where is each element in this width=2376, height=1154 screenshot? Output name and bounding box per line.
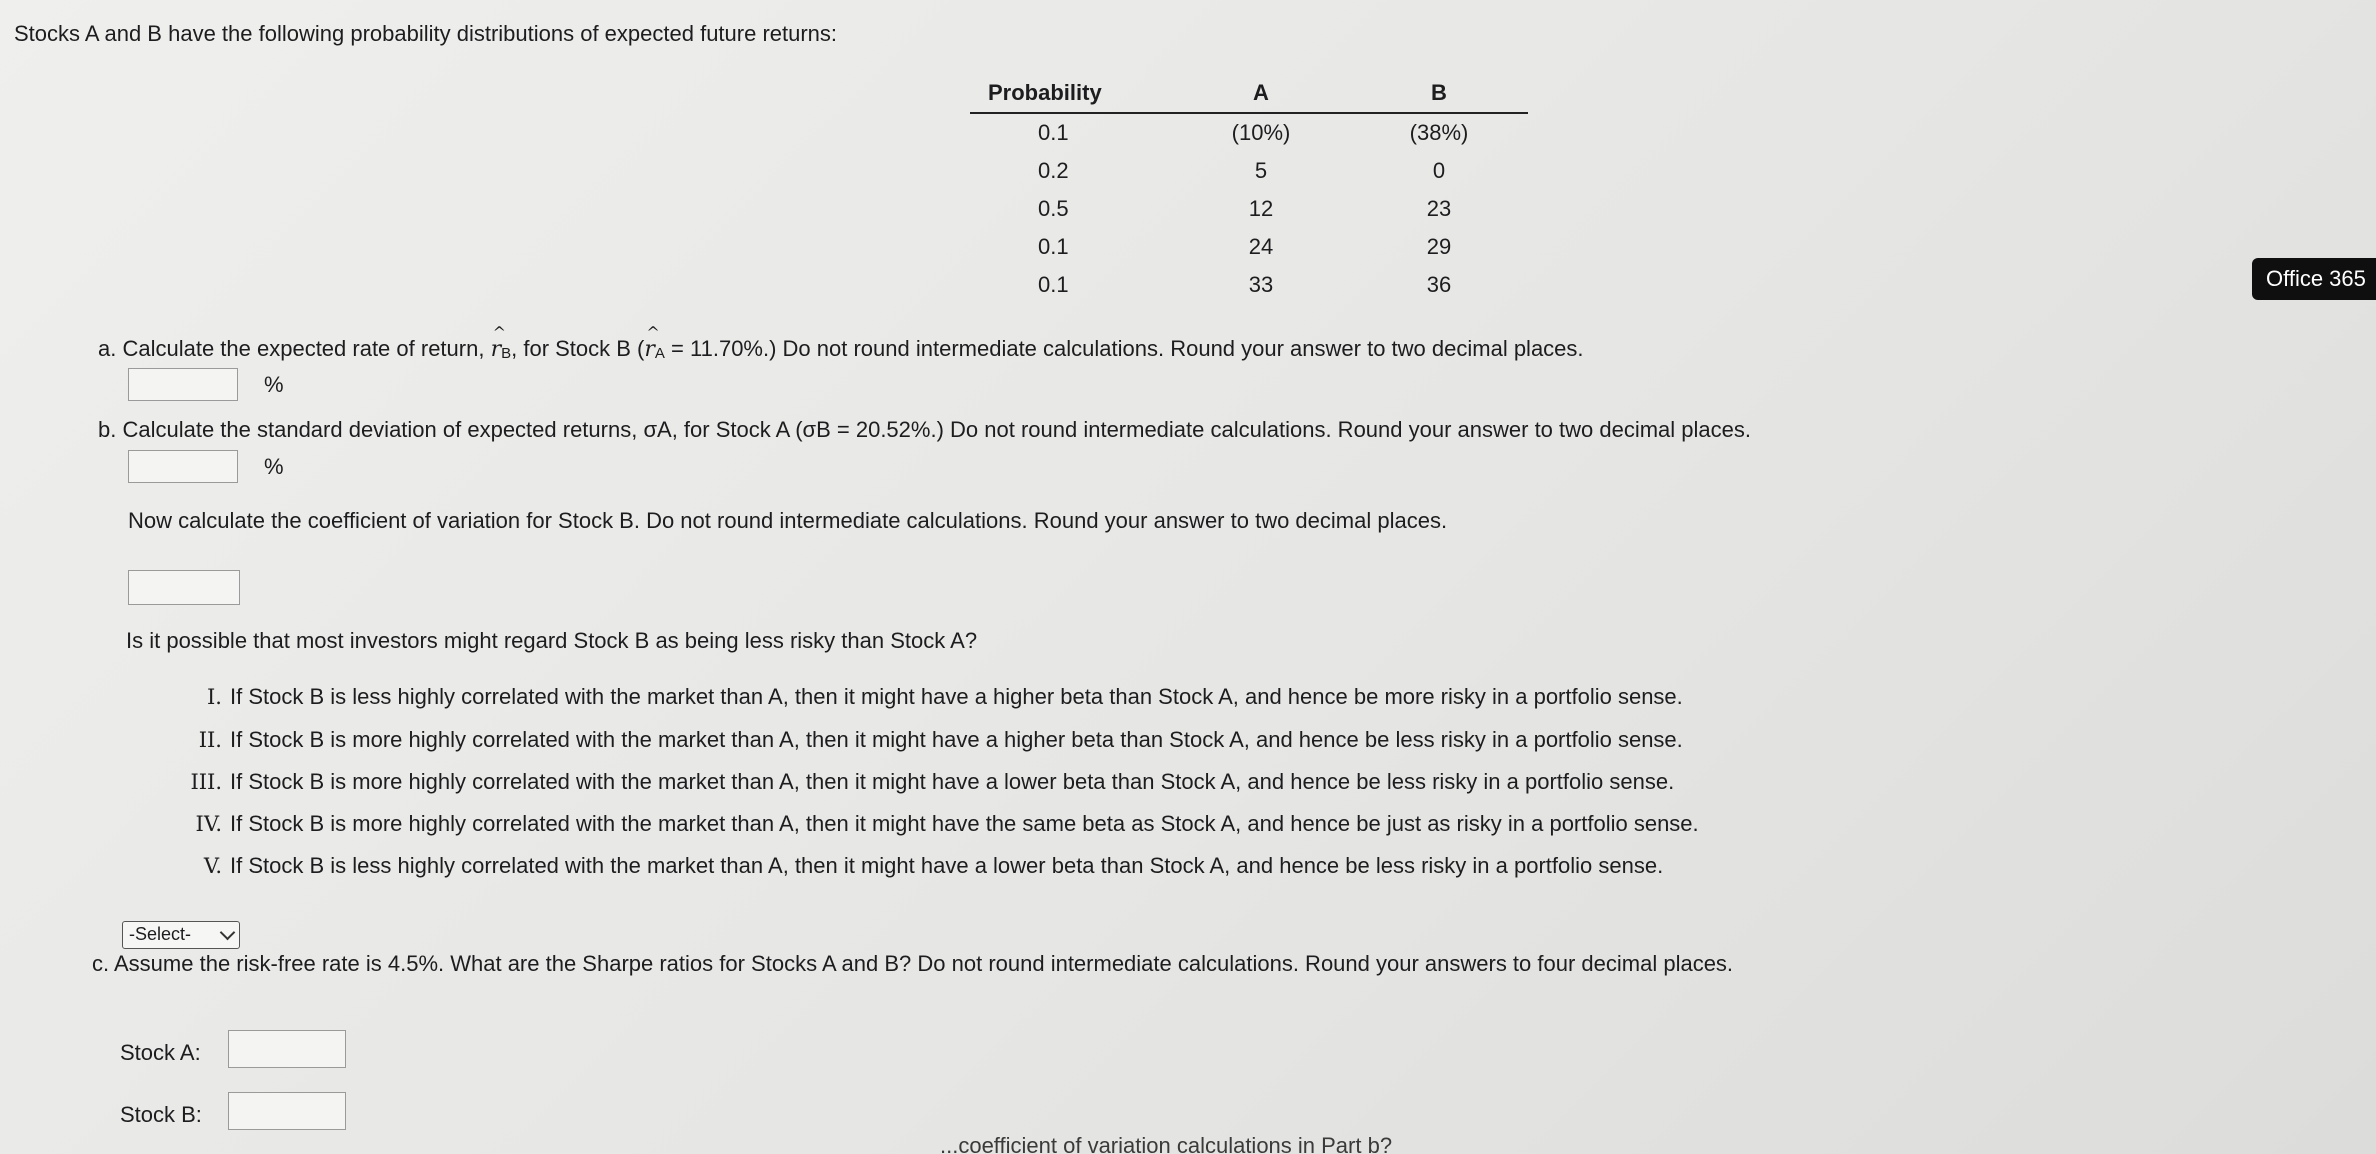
part-a-tail: = 11.70%.) Do not round intermediate calculations. Round your answer to two decimal places. [664,336,1584,361]
cell-a: 5 [1254,158,1268,183]
option-text: If Stock B is less highly correlated with the market than A, then it might have a lower beta than Stock A, and hence be less risky in a portfolio sense. [230,853,1664,878]
option-text: If Stock B is more highly correlated with the market than A, then it might have a lower beta than Stock A, and hence be less risky in a portfolio sense. [230,769,1675,794]
part-c-question: c. Assume the risk-free rate is 4.5%. What are the Sharpe ratios for Stocks A and B? Do not round intermediate calculations. Round your answers to four decimal places. [92,951,1734,976]
r-sub-b: B [501,345,512,362]
option-numeral: V. [203,854,222,878]
cell-b: 0 [1432,158,1446,183]
option-text: If Stock B is more highly correlated with the market than A, then it might have a higher beta than Stock A, and hence be less risky in a portfolio sense. [230,727,1683,752]
percent-unit-a: % [264,372,284,397]
select-label: -Select- [129,924,192,944]
option-numeral: IV. [195,812,222,836]
r-hat-symbol: ^ r [491,337,502,362]
part-a-lead: a. Calculate the expected rate of return, [98,336,485,361]
cell-a: 24 [1248,234,1274,259]
option-item [178,769,1674,795]
option-numeral: II. [198,728,222,752]
percent-unit-b: % [264,454,284,479]
option-text: If Stock B is less highly correlated with the market than A, then it might have a higher beta than Stock A, and hence be more risky in a portfolio sense. [230,684,1683,709]
table-row [970,228,1528,266]
cell-b: 29 [1426,234,1452,259]
cell-a: (10%) [1231,120,1291,145]
stock-b-label: Stock B: [120,1102,202,1127]
cell-b: 36 [1426,272,1452,297]
part-b-question: b. Calculate the standard deviation of expected returns, σA, for Stock A (σB = 20.52%.) Do not round intermediate calculations. Round your answer to two decimal places. [98,417,1751,442]
part-a-mid: , for Stock B ( [511,336,645,361]
cell-probability: 0.1 [1038,234,1069,259]
header-b: B [1350,80,1528,113]
option-item [178,684,1683,710]
sharpe-ratio-a-input[interactable] [228,1030,346,1068]
table-row [970,266,1528,304]
option-text: If Stock B is more highly correlated with the market than A, then it might have the same beta as Stock A, and hence be just as risky in a portfolio sense. [230,811,1699,836]
stock-a-label: Stock A: [120,1040,201,1065]
header-probability: Probability [970,80,1172,113]
less-risky-question: Is it possible that most investors might regard Stock B as being less risky than Stock A? [126,628,978,653]
part-a-question [98,336,1584,363]
cell-b: 23 [1426,196,1452,221]
cell-probability: 0.1 [1038,120,1069,145]
table-row [970,152,1528,190]
r-hat-symbol-a: ^ r [644,337,655,362]
option-numeral: III. [190,770,222,794]
coefficient-variation-input[interactable] [128,570,240,605]
intro-text: Stocks A and B have the following probability distributions of expected future returns: [14,21,838,46]
answer-select-dropdown[interactable] [122,921,240,949]
cell-a: 33 [1248,272,1274,297]
option-numeral: I. [207,685,222,709]
cutoff-question-text: ...coefficient of variation calculations in Part b? [940,1133,1393,1154]
option-item [178,727,1683,753]
r-sub-a: A [654,345,665,362]
cell-probability: 0.2 [1038,158,1069,183]
table-row [970,113,1528,152]
coefficient-variation-question: Now calculate the coefficient of variation for Stock B. Do not round intermediate calculations. Round your answer to two decimal places. [128,508,1448,533]
cell-probability: 0.1 [1038,272,1069,297]
cell-b: (38%) [1409,120,1469,145]
cell-a: 12 [1248,196,1274,221]
header-a: A [1172,80,1350,113]
distribution-table [970,80,1528,304]
office-365-badge[interactable]: Office 365 [2252,258,2376,300]
std-dev-a-input[interactable] [128,450,238,483]
option-item [178,811,1699,837]
chevron-down-icon [220,925,236,941]
table-row [970,190,1528,228]
cell-probability: 0.5 [1038,196,1069,221]
expected-return-b-input[interactable] [128,368,238,401]
sharpe-ratio-b-input[interactable] [228,1092,346,1130]
option-item [178,853,1663,879]
